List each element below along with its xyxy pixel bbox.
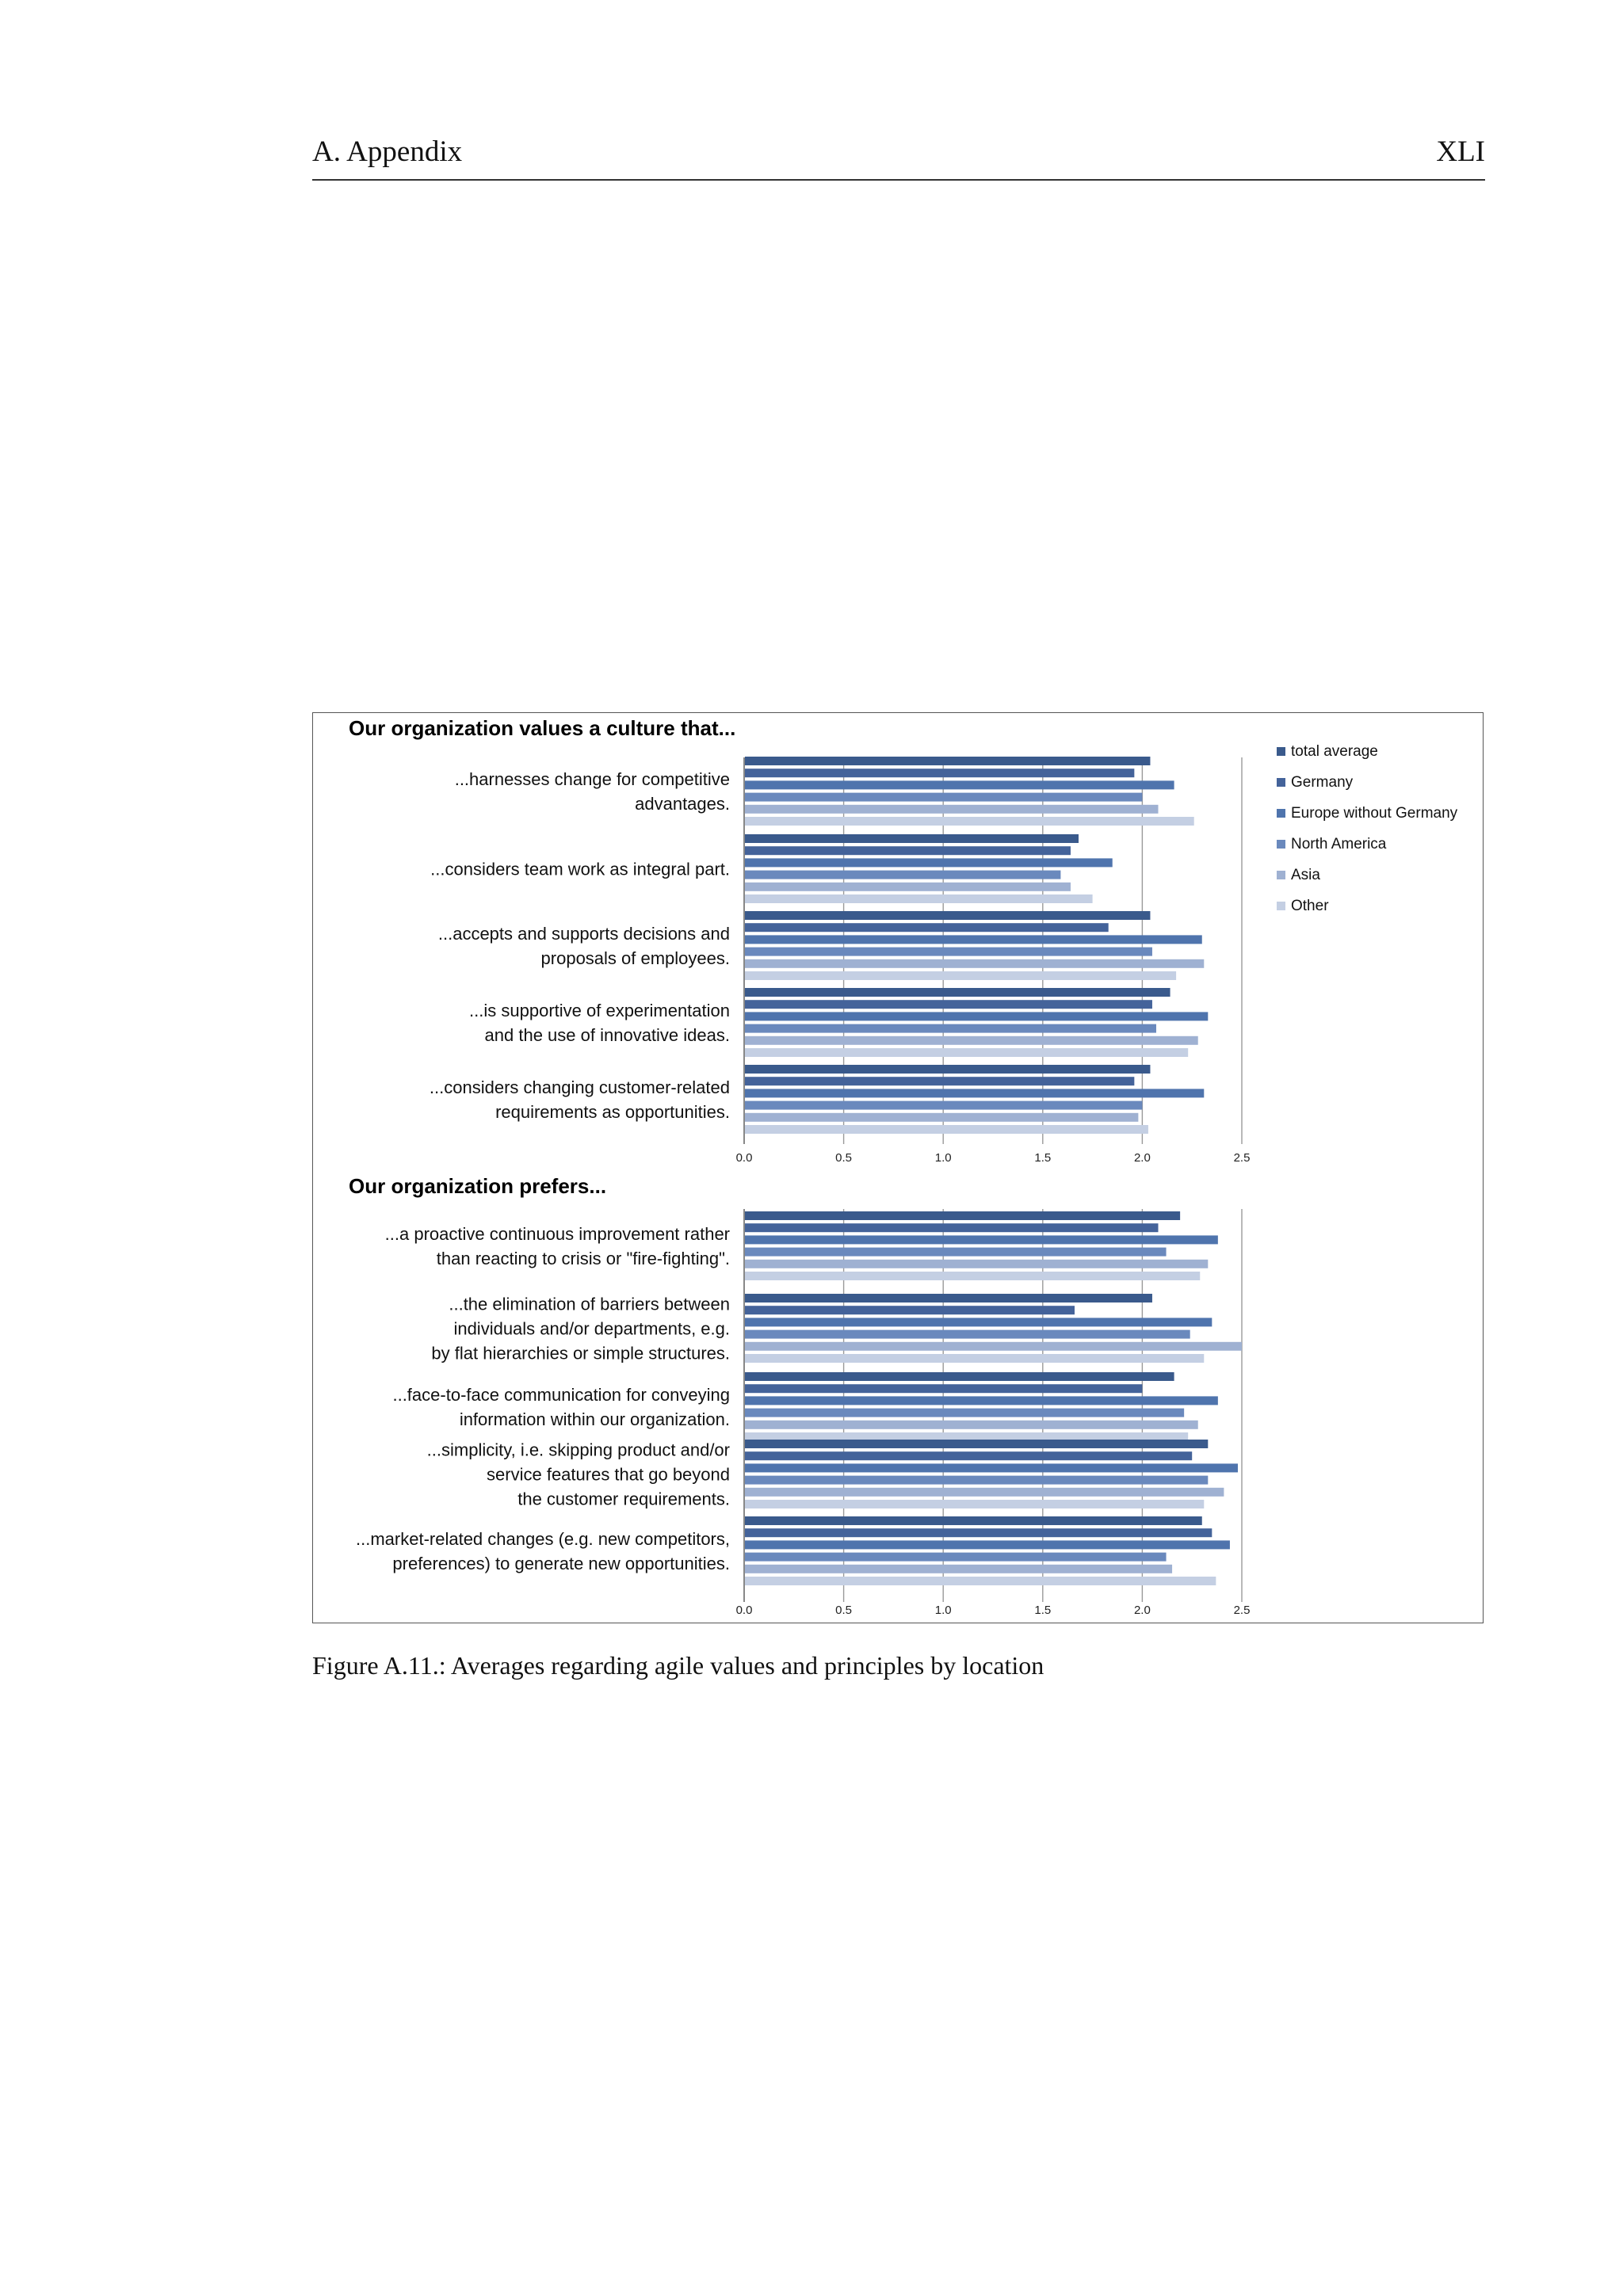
bar [745,1211,1180,1220]
bar [745,894,1093,903]
chart-title-1: Our organization values a culture that... [349,716,736,740]
category-label: than reacting to crisis or "fire-fighting". [436,1249,730,1268]
x-tick-label: 1.0 [934,1151,952,1165]
bar [745,1065,1150,1074]
category-label: ...accepts and supports decisions and [437,924,730,944]
bar [745,1248,1167,1257]
bar [745,1235,1218,1244]
bar [745,1553,1167,1562]
figure-frame [312,712,1484,1623]
bar [745,769,1134,777]
x-tick-label: 1.5 [1034,1604,1052,1617]
bar [745,1354,1204,1363]
category-label: the customer requirements. [517,1489,730,1509]
bar [745,1306,1075,1314]
legend-label: Germany [1291,774,1354,791]
bar [745,1048,1188,1057]
x-tick-label: 0.0 [735,1604,753,1617]
bar [745,883,1071,891]
bar [745,1024,1156,1033]
chart-title-2: Our organization prefers... [349,1174,607,1198]
bar [745,1036,1198,1045]
category-label: ...considers team work as integral part. [430,859,730,879]
bar [745,1294,1152,1302]
legend-label: North America [1291,836,1387,852]
category-label: by flat hierarchies or simple structures. [431,1343,730,1363]
x-tick-label: 0.5 [835,1604,853,1617]
bar [745,1101,1142,1110]
bar [745,1272,1200,1280]
bar [745,1396,1218,1405]
legend-label: total average [1291,743,1378,760]
category-label: ...considers changing customer-related [429,1077,730,1097]
legend-swatch [1277,871,1285,879]
category-label: ...simplicity, i.e. skipping product and/or [426,1440,730,1460]
x-tick-label: 0.0 [735,1151,753,1165]
legend-label: Asia [1291,867,1320,883]
bar [745,1089,1204,1097]
bar [745,1476,1208,1485]
running-header-title: A. Appendix [312,135,463,168]
category-label: and the use of innovative ideas. [484,1025,730,1045]
page-number: XLI [1436,135,1485,168]
category-label: ...a proactive continuous improvement rather [384,1224,730,1244]
x-tick-label: 2.5 [1233,1151,1251,1165]
bar [745,1409,1184,1417]
agile-values-chart [313,713,1483,1623]
legend-label: Europe without Germany [1291,805,1458,822]
bar [745,1463,1238,1472]
x-tick-label: 0.5 [835,1151,853,1165]
legend-swatch [1277,747,1285,756]
bar [745,793,1142,802]
bar [745,780,1174,789]
category-label: proposals of employees. [540,948,730,968]
bar [745,1577,1216,1585]
bar [745,1565,1172,1573]
bar [745,1451,1192,1460]
bar [745,1113,1138,1122]
bar [745,988,1170,997]
bar [745,1330,1190,1339]
bar [745,1318,1212,1326]
x-tick-label: 2.0 [1133,1604,1151,1617]
bar [745,1223,1158,1232]
bar [745,858,1113,867]
bar [745,935,1202,944]
bar [745,834,1079,843]
bar [745,1372,1174,1381]
bar [745,1440,1208,1448]
category-label: advantages. [635,794,730,814]
category-label: ...is supportive of experimentation [469,1001,730,1020]
bar [745,948,1152,956]
legend-swatch [1277,902,1285,910]
bar [745,1077,1134,1085]
bar [745,1516,1202,1525]
bar [745,817,1194,826]
x-tick-label: 1.0 [934,1604,952,1617]
bar [745,1012,1208,1020]
figure-caption: Figure A.11.: Averages regarding agile values and principles by location [312,1651,1044,1680]
x-tick-label: 1.5 [1034,1151,1052,1165]
legend-label: Other [1291,898,1329,914]
bar [745,959,1204,968]
bar [745,1500,1204,1508]
bar [745,1384,1142,1393]
category-label: individuals and/or departments, e.g. [453,1318,730,1339]
legend-swatch [1277,840,1285,849]
category-label: information within our organization. [459,1409,730,1429]
bar [745,805,1158,814]
bar [745,971,1176,980]
category-label: requirements as opportunities. [495,1102,730,1122]
category-label: ...market-related changes (e.g. new competitors, [356,1529,730,1549]
bar [745,1421,1198,1429]
bar [745,1125,1148,1134]
x-tick-label: 2.0 [1133,1151,1151,1165]
category-label: ...the elimination of barriers between [449,1294,730,1314]
bar [745,923,1109,932]
bar [745,871,1060,879]
bar [745,1488,1224,1497]
category-label: preferences) to generate new opportunities. [392,1554,730,1573]
bar [745,1540,1230,1549]
bar [745,911,1150,920]
bar [745,1000,1152,1009]
bar [745,846,1071,855]
x-tick-label: 2.5 [1233,1604,1251,1617]
category-label: ...harnesses change for competitive [454,769,730,789]
bar [745,757,1150,765]
header-rule [312,179,1485,181]
bar [745,1342,1242,1351]
legend-swatch [1277,809,1285,818]
category-label: ...face-to-face communication for conveying [392,1385,730,1405]
legend-swatch [1277,778,1285,787]
bar [745,1260,1208,1268]
category-label: service features that go beyond [487,1464,730,1485]
bar [745,1528,1212,1537]
